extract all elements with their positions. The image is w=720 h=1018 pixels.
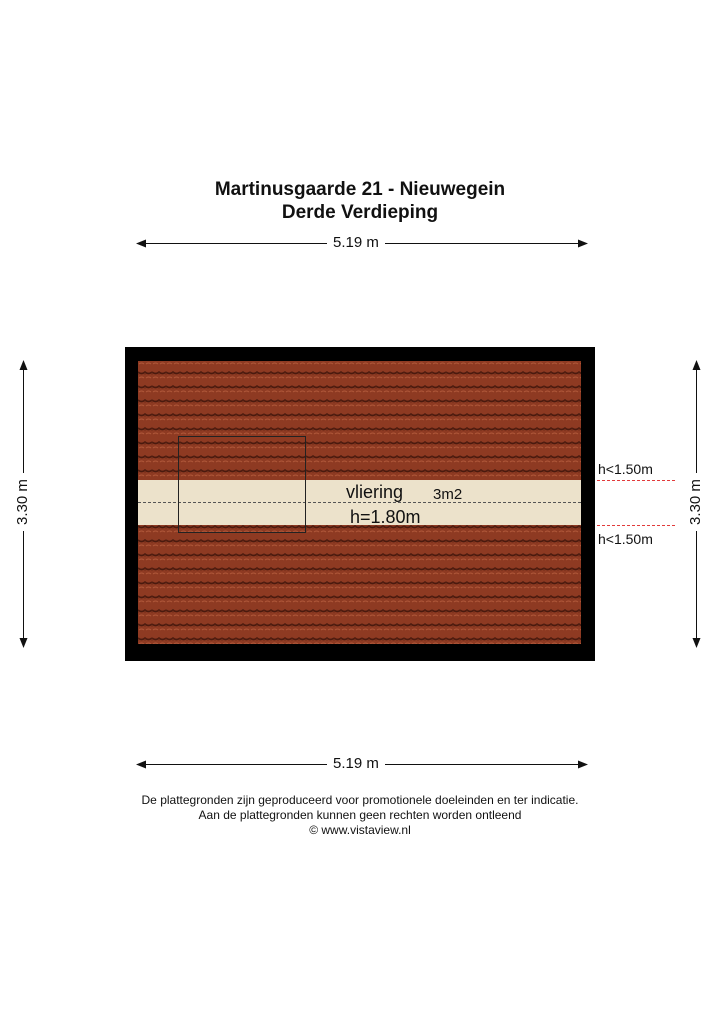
floor-name: Derde Verdieping [281,202,439,223]
bottom-dimension-label: 5.19 m [327,756,385,772]
disclaimer-line-2: Aan de plattegronden kunnen geen rechten worden ontleend [198,808,522,822]
room-area: 3m2 [433,486,463,503]
height-limit-line-lower [597,525,675,526]
copyright: © www.vistaview.nl [309,823,411,837]
height-note-upper: h<1.50m [598,461,653,477]
room-name: vliering [346,482,404,502]
plan-title: Martinusgaarde 21 - Nieuwegein [214,179,506,200]
height-limit-line-upper [597,480,675,481]
height-note-lower: h<1.50m [598,531,653,547]
attic-hatch [178,436,306,533]
disclaimer-line-1: De plattegronden zijn geproduceerd voor promotionele doeleinden en ter indicatie. [141,793,579,807]
room-height: h=1.80m [350,507,421,527]
right-dimension-label: 3.30 m [688,473,704,531]
top-dimension-label: 5.19 m [327,235,385,251]
left-dimension-label: 3.30 m [15,473,31,531]
